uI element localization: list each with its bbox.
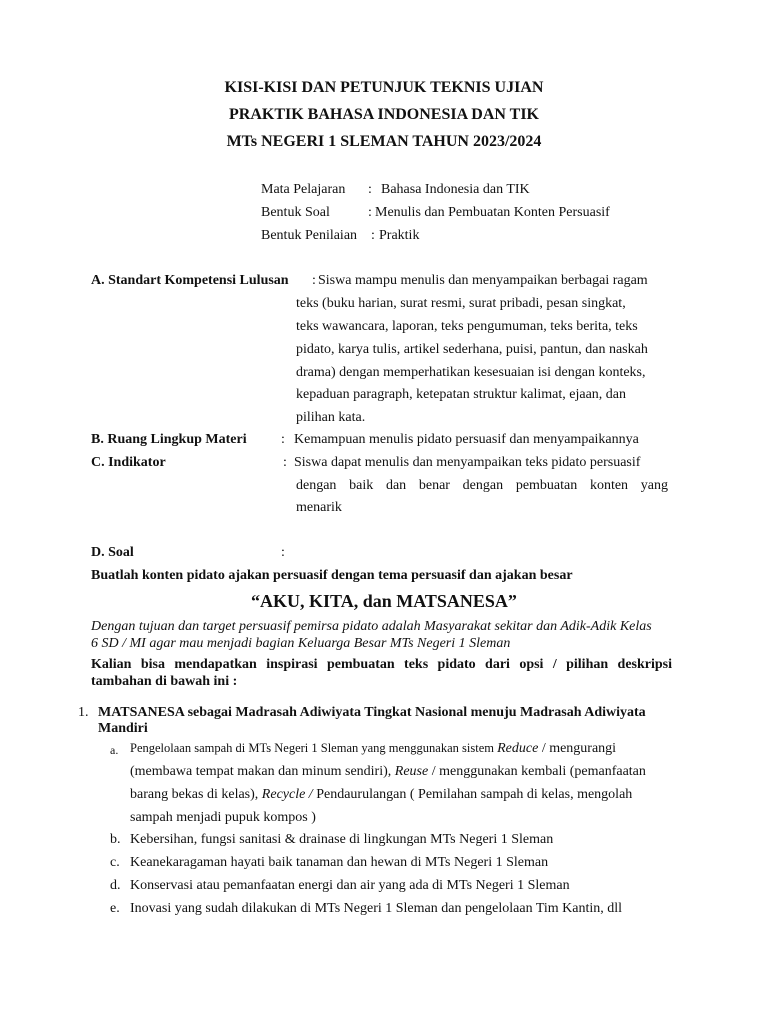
meta-label-assessment: Bentuk Penilaian [261,228,358,243]
title-line-2: PRAKTIK BAHASA INDONESIA DAN TIK [229,106,539,123]
section-c-line-1: Siswa dapat menulis dan menyampaikan teks pidato persuasif [294,455,641,470]
subitem-a-line-1-tail: / mengurangi [538,741,617,756]
section-d-instruction: Buatlah konten pidato ajakan persuasif dengan tema persuasif dan ajakan besar [91,568,573,583]
subitem-a-line-1-text: Pengelolaan sampah di MTs Negeri 1 Sleman yang menggunakan sistem [130,741,498,755]
meta-sep-form: : [368,205,372,220]
meta-sep-subject: : [368,182,372,197]
section-d-sep: : [281,545,285,560]
meta-sep-assessment: : [371,228,375,243]
inspiration-line-2: tambahan di bawah ini : [91,674,238,689]
section-b-sep: : [281,432,285,447]
subitem-a-line-3-text: barang bekas di kelas), [130,787,262,802]
meta-value-assessment: Praktik [379,228,420,243]
title-line-1: KISI-KISI DAN PETUNJUK TEKNIS UJIAN [224,79,544,96]
inspiration-line-1: Kalian bisa mendapatkan inspirasi pembuatan teks pidato dari opsi / pilihan deskripsi [91,657,672,672]
subitem-a-line-2-tail: / menggunakan kembali (pemanfaatan [428,764,646,779]
section-c-sep: : [283,455,287,470]
section-a-label: A. Standart Kompetensi Lulusan [91,273,289,288]
recycle-term: Recycle / [261,787,313,802]
subitem-a-line-2-text: (membawa tempat makan dan minum sendiri), [130,764,395,779]
meta-label-subject: Mata Pelajaran [261,182,346,197]
section-b-label: B. Ruang Lingkup Materi [91,432,247,447]
subitem-c-letter: c. [110,855,120,870]
title-line-3: MTs NEGERI 1 SLEMAN TAHUN 2023/2024 [226,133,542,150]
subitem-d-letter: d. [110,878,121,893]
meta-value-form: Menulis dan Pembuatan Konten Persuasif [375,205,610,220]
subitem-e-letter: e. [110,901,120,916]
section-c-line-3: menarik [296,500,342,515]
section-c-label: C. Indikator [91,455,166,470]
subitem-a-line-4: sampah menjadi pupuk kompos ) [130,810,316,825]
reduce-term: Reduce [497,741,539,756]
section-c-line-2: dengan baik dan benar dengan pembuatan konten yang [296,478,668,493]
list-item-1-number: 1. [78,705,89,720]
subitem-e-text: Inovasi yang sudah dilakukan di MTs Negeri 1 Sleman dan pengelolaan Tim Kantin, dll [130,901,623,916]
reuse-term: Reuse [394,764,429,779]
section-a-line-7: pilihan kata. [296,410,366,425]
section-b-value: Kemampuan menulis pidato persuasif dan menyampaikannya [294,432,639,447]
section-a-sep: : [312,273,316,288]
list-item-1-line-2: Mandiri [98,721,148,736]
section-a-line-2: teks (buku harian, surat resmi, surat pribadi, pesan singkat, [296,296,626,311]
subitem-a-line-1 [130,741,616,757]
target-line-1: Dengan tujuan dan target persuasif pemirsa pidato adalah Masyarakat sekitar dan Adik-Adik Kelas [91,619,652,634]
meta-label-form: Bentuk Soal [261,205,330,220]
section-a-line-4: pidato, karya tulis, artikel sederhana, puisi, pantun, dan naskah [296,342,648,357]
subitem-d-text: Konservasi atau pemanfaatan energi dan air yang ada di MTs Negeri 1 Sleman [130,878,570,893]
subitem-b-letter: b. [110,832,121,847]
meta-value-subject: Bahasa Indonesia dan TIK [381,182,530,197]
subitem-c-text: Keanekaragaman hayati baik tanaman dan hewan di MTs Negeri 1 Sleman [130,855,549,870]
target-line-2: 6 SD / MI agar mau menjadi bagian Keluarga Besar MTs Negeri 1 Sleman [91,636,511,651]
subitem-b-text: Kebersihan, fungsi sanitasi & drainase di lingkungan MTs Negeri 1 Sleman [130,832,554,847]
subitem-a-line-3-tail: Pendaurulangan ( Pemilahan sampah di kelas, mengolah [312,787,633,802]
theme-title: “AKU, KITA, dan MATSANESA” [251,591,517,611]
section-a-line-6: kepaduan paragraph, ketepatan struktur kalimat, ejaan, dan [296,387,627,402]
subitem-a-line-2 [130,764,646,780]
list-item-1-line-1: MATSANESA sebagai Madrasah Adiwiyata Tingkat Nasional menuju Madrasah Adiwiyata [98,705,646,720]
subitem-a-letter: a. [110,743,119,757]
section-a-line-3: teks wawancara, laporan, teks pengumuman, teks berita, teks [296,319,638,334]
section-a-line-1: Siswa mampu menulis dan menyampaikan berbagai ragam [318,273,648,288]
section-d-label: D. Soal [91,545,134,560]
section-a-line-5: drama) dengan memperhatikan kesesuaian isi dengan konteks, [296,365,646,380]
subitem-a-line-3 [130,787,632,803]
